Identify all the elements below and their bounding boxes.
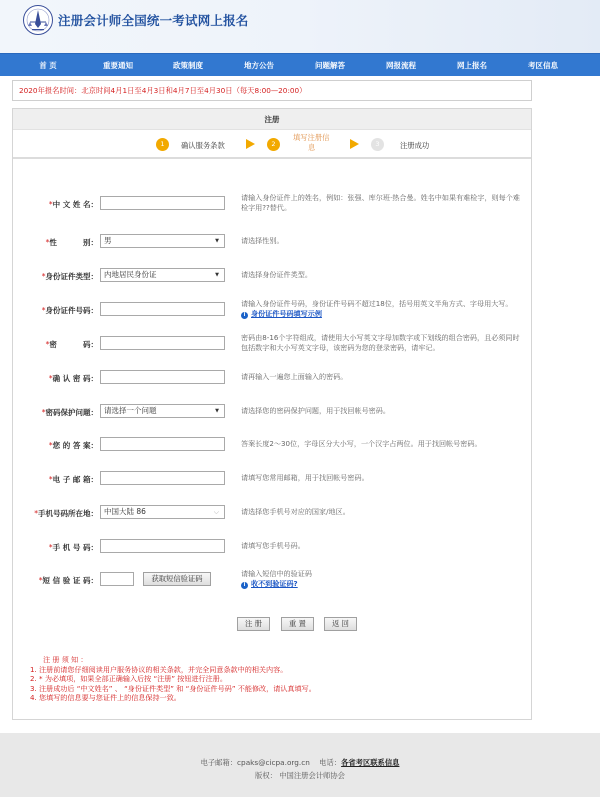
security-question-select[interactable]: 请选择一个问题 ▼ bbox=[100, 404, 225, 418]
confirm-password-hint: 请再输入一遍您上面输入的密码。 bbox=[241, 372, 348, 381]
security-question-hint: 请选择您的密码保护问题，用于找回帐号密码。 bbox=[241, 406, 390, 415]
phone-number-hint: 请填写您手机号码。 bbox=[241, 541, 305, 550]
site-title: 注册会计师全国统一考试网上报名 bbox=[58, 13, 249, 28]
step-arrow-icon bbox=[246, 139, 255, 149]
notice-text: 2020年报名时间：北京时间4月1日至4月3日和4月7日至4月30日（每天8:00—20:00） bbox=[19, 86, 307, 95]
security-question-label: *密码保护问题： bbox=[41, 408, 98, 417]
nav-item-online-registration[interactable]: 网上报名 bbox=[457, 61, 487, 70]
rules-item: 1. 注册前请您仔细阅读用户服务协议的相关条款，并完全同意条款中的相关内容。 bbox=[30, 664, 288, 674]
footer-email: cpaks@cicpa.org.cn bbox=[237, 758, 310, 767]
gender-select[interactable]: 男 ▼ bbox=[100, 234, 225, 248]
back-button[interactable]: 返 回 bbox=[324, 617, 357, 631]
no-sms-code-link[interactable]: i 收不到验证码? bbox=[241, 579, 526, 589]
nav-item-home[interactable]: 首 页 bbox=[39, 61, 57, 70]
phone-region-label: *手机号码所在地： bbox=[34, 509, 98, 518]
id-number-label: *身份证件号码： bbox=[41, 306, 98, 315]
id-number-example-link[interactable]: i 身份证件号码填写示例 bbox=[241, 309, 526, 319]
chinese-name-label: *中 文 姓 名： bbox=[48, 200, 98, 209]
info-icon: i bbox=[241, 312, 248, 319]
chinese-name-input[interactable] bbox=[100, 196, 225, 210]
site-footer bbox=[0, 733, 600, 797]
panel-title: 注册 bbox=[13, 109, 531, 130]
footer-contact: 电子邮箱：cpaks@cicpa.org.cn 电话：各省考区联系信息 bbox=[200, 758, 400, 767]
email-input[interactable] bbox=[100, 471, 225, 485]
nav-item-faq[interactable]: 问题解答 bbox=[315, 61, 345, 70]
nav-item-important-notices[interactable]: 重要通知 bbox=[103, 61, 133, 70]
rules-item: 4. 您填写的信息要与您证件上的信息保持一致。 bbox=[30, 693, 181, 702]
security-answer-hint: 答案长度2～30位，字母区分大小写，一个汉字占两位。用于找回帐号密码。 bbox=[241, 439, 482, 448]
step-2-label-line1: 填写注册信 bbox=[293, 133, 330, 142]
id-number-input[interactable] bbox=[100, 302, 225, 316]
phone-region-select[interactable]: 中国大陆 86 ⌵ bbox=[100, 505, 225, 519]
site-header bbox=[0, 0, 600, 53]
footer-copyright: 版权： 中国注册会计师协会 bbox=[255, 771, 345, 780]
sms-code-label: *短 信 验 证 码： bbox=[38, 576, 98, 585]
info-icon: i bbox=[241, 582, 248, 589]
id-number-hint: 请输入身份证件号码，身份证件号码不超过18位，括号用英文半角方式、字母用大写。 i 身份证件号码填写示例 bbox=[241, 299, 526, 319]
phone-region-hint: 请选择您手机号对应的国家/地区。 bbox=[241, 507, 350, 516]
registration-period-notice bbox=[12, 80, 532, 101]
cicpa-emblem-icon bbox=[22, 4, 54, 36]
gender-label: *性 别： bbox=[45, 238, 98, 247]
password-label: *密 码： bbox=[45, 340, 98, 349]
step-3-circle: 3 bbox=[371, 138, 384, 151]
security-answer-input[interactable] bbox=[100, 437, 225, 451]
step-2-label-line2: 息 bbox=[308, 143, 316, 152]
nav-item-local-announcements[interactable]: 地方公告 bbox=[244, 61, 274, 70]
phone-number-input[interactable] bbox=[100, 539, 225, 553]
step-3-label: 注册成功 bbox=[400, 141, 430, 150]
step-1-label: 确认服务条款 bbox=[181, 141, 225, 150]
phone-number-label: *手 机 号 码： bbox=[48, 543, 98, 552]
email-label: *电 子 邮 箱： bbox=[48, 475, 98, 484]
password-input[interactable] bbox=[100, 336, 225, 350]
provincial-contact-link[interactable]: 各省考区联系信息 bbox=[341, 758, 400, 767]
security-answer-label: *您 的 答 案： bbox=[48, 441, 98, 450]
main-nav bbox=[0, 53, 600, 76]
id-type-label: *身份证件类型： bbox=[41, 272, 98, 281]
nav-item-policies[interactable]: 政策制度 bbox=[173, 61, 203, 70]
email-hint: 请填写您常用邮箱，用于找回帐号密码。 bbox=[241, 473, 369, 482]
rules-item: 3. 注册成功后 “中文姓名” 、 “身份证件类型” 和 “身份证件号码” 不能修改，请认真填写。 bbox=[30, 683, 316, 693]
id-type-select[interactable]: 内地居民身份证 ▼ bbox=[100, 268, 225, 282]
step-arrow-icon bbox=[350, 139, 359, 149]
nav-item-registration-process[interactable]: 网报流程 bbox=[386, 61, 416, 70]
get-sms-code-button[interactable]: 获取短信验证码 bbox=[143, 572, 211, 586]
reset-button[interactable]: 重 置 bbox=[281, 617, 314, 631]
register-button[interactable]: 注 册 bbox=[237, 617, 270, 631]
step-indicator bbox=[13, 130, 531, 159]
registration-rules bbox=[30, 655, 316, 703]
confirm-password-input[interactable] bbox=[100, 370, 225, 384]
rules-item: 2. * 为必填项，如果全部正确输入后按 “注册” 按钮进行注册。 bbox=[30, 674, 227, 683]
confirm-password-label: *确 认 密 码： bbox=[48, 374, 98, 383]
rules-title: 注 册 须 知 ： bbox=[43, 655, 88, 664]
gender-hint: 请选择性别。 bbox=[241, 236, 284, 245]
step-1-circle: 1 bbox=[156, 138, 169, 151]
id-type-hint: 请选择身份证件类型。 bbox=[241, 270, 312, 279]
password-hint: 密码由8-16个字符组成，请使用大小写英文字母加数字或下划线的组合密码，且必须同时包括数字和大小写英文字母，该密码为您的登录密码，请牢记。 bbox=[241, 333, 520, 352]
chinese-name-hint: 请输入身份证件上的姓名，例如：张强、库尔班·热合曼。姓名中如果有难检字，则每个难检字用??替代。 bbox=[241, 193, 520, 212]
nav-item-exam-area-info[interactable]: 考区信息 bbox=[528, 61, 558, 70]
step-2-circle: 2 bbox=[267, 138, 280, 151]
sms-code-hint: 请输入短信中的验证码 i 收不到验证码? bbox=[241, 569, 526, 589]
sms-code-input[interactable] bbox=[100, 572, 134, 586]
